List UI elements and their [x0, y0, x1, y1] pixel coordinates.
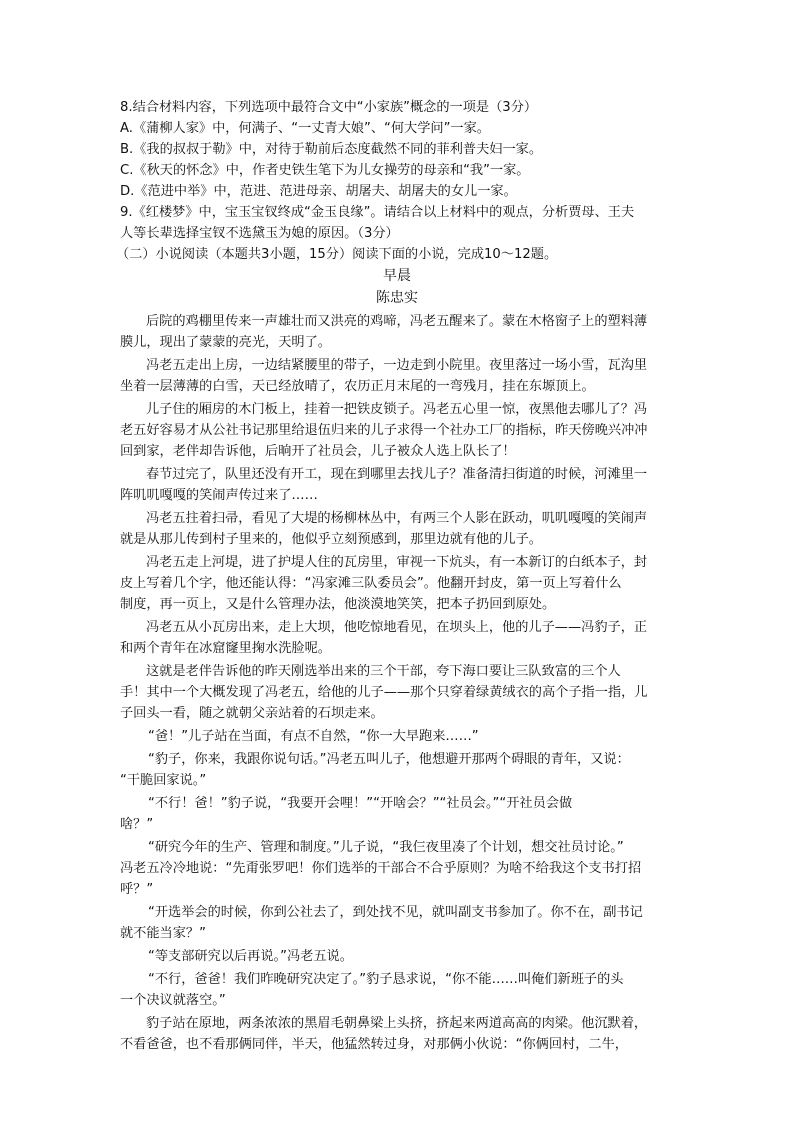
story-line: 冯老五走上河堤，进了护堤人住的瓦房里，审视一下炕头，有一本新订的白纸本子，封 [146, 555, 648, 570]
story-line: 一个决议就落空。” [120, 993, 226, 1008]
question-8-option-a: A.《蒲柳人家》中，何满子、“一丈青大娘”、“何大学问”一家。 [120, 121, 490, 136]
story-line: 老五好容易才从公社书记那里给退伍归来的儿子求得一个社办工厂的指标，昨天傍晚兴冲冲 [120, 423, 648, 438]
story-line: 这就是老伴告诉他的昨天刚选举出来的三个干部，夸下海口要让三队致富的三个人 [146, 664, 621, 679]
story-line: “干脆回家说。” [120, 773, 207, 788]
story-line: “不行，爸爸！我们昨晚研究决定了。”豹子恳求说，“你不能……叫俺们新班子的头 [148, 972, 624, 987]
story-line: 冯老五从小瓦房出来，走上大坝，他吃惊地看见，在坝头上，他的儿子——冯豹子，正 [146, 620, 648, 635]
story-line: 坐着一层薄薄的白雪，天已经放晴了，农历正月末尾的一弯残月，挂在东塬顶上。 [120, 379, 595, 394]
story-line: “等支部研究以后再说。”冯老五说。 [148, 949, 353, 964]
question-8-option-b: B.《我的叔叔于勒》中，对待于勒前后态度截然不同的菲利普夫妇一家。 [120, 142, 543, 157]
story-line: 后院的鸡棚里传来一声雄壮而又洪亮的鸡啼，冯老五醒来了。蒙在木格窗子上的塑料薄 [146, 314, 648, 329]
story-line: 就是从那儿传到村子里来的，他似乎立刻预感到，那里边就有他的儿子。 [120, 532, 542, 547]
question-8-option-c: C.《秋天的怀念》中，作者史铁生笔下为儿女操劳的母亲和“我”一家。 [120, 163, 530, 178]
story-line: 不看爸爸，也不看那俩同伴，半天，他猛然转过身，对那俩小伙说：“你俩回村，二牛， [120, 1037, 628, 1052]
story-line: 豹子站在原地，两条浓浓的黑眉毛朝鼻梁上头挤，挤起来两道高高的肉梁。他沉默着， [146, 1016, 648, 1031]
story-line: 回到家，老伴却告诉他，后晌开了社员会，儿子被众人选上队长了！ [120, 444, 516, 459]
story-line: 子回头一看，随之就朝父亲站着的石坝走来。 [120, 706, 384, 721]
story-author: 陈忠实 [376, 290, 418, 306]
story-line: “研究今年的生产、管理和制度。”儿子说，“我仨夜里凑了个计划，想交社员讨论。” [148, 840, 624, 855]
story-line: 儿子住的厢房的木门板上，挂着一把铁皮锁子。冯老五心里一惊，夜黑他去哪儿了？冯 [146, 402, 648, 417]
story-line: 啥？” [120, 817, 154, 832]
story-line: “爸！”儿子站在当面，有点不自然，“你一大早跑来……” [148, 729, 479, 744]
story-line: 呼？” [120, 882, 154, 897]
story-line: 和两个青年在冰窟窿里掬水洗脸呢。 [120, 641, 331, 656]
story-line: 春节过完了，队里还没有开工，现在到哪里去找儿子？准备清扫街道的时候，河滩里一 [146, 467, 648, 482]
question-8-option-d: D.《范进中举》中，范进、范进母亲、胡屠夫、胡屠夫的女儿一家。 [120, 184, 517, 199]
story-line: 冯老五走出上房，一边结紧腰里的带子，一边走到小院里。夜里落过一场小雪，瓦沟里 [146, 358, 648, 373]
question-9-line-2: 人等长辈选择宝钗不选黛玉为媳的原因。（3分） [120, 226, 399, 241]
story-line: 皮上写着几个字，他还能认得：“冯家滩三队委员会”。他翻开封皮，第一页上写着什么 [120, 576, 622, 591]
story-line: 冯老五拄着扫帚，看见了大堤的杨柳林丛中，有两三个人影在跃动，叽叽嘎嘎的笑闹声 [146, 511, 648, 526]
story-line: 膜儿，现出了蒙蒙的亮光，天明了。 [120, 335, 331, 350]
story-line: 就不能当家？” [120, 926, 206, 941]
story-line: 手！其中一个大概发现了冯老五，给他的儿子——那个只穿着绿黄绒衣的高个子指一指，儿 [120, 685, 648, 700]
story-line: “豹子，你来，我跟你说句话。”冯老五叫儿子，他想避开那两个碍眼的青年，又说： [148, 752, 630, 767]
section-heading: （二）小说阅读（本题共3小题，15分）阅读下面的小说，完成10～12题。 [116, 247, 558, 262]
story-title: 早晨 [383, 268, 411, 284]
story-line: 制度，再一页上，又是什么管理办法，他淡漠地笑笑，把本子扔回到原处。 [120, 597, 556, 612]
question-8-stem: 8.结合材料内容，下列选项中最符合文中“小家族”概念的一项是（3分） [120, 100, 538, 115]
story-line: 阵叽叽嘎嘎的笑闹声传过来了…… [120, 488, 318, 503]
question-9-line-1: 9.《红楼梦》中，宝玉宝钗终成“金玉良缘”。请结合以上材料中的观点，分析贾母、王夫 [120, 205, 635, 220]
story-line: “开选举会的时候，你到公社去了，到处找不见，就叫副支书参加了。你不在，副书记 [148, 905, 643, 920]
story-line: 冯老五冷冷地说：“先甭张罗吧！你们选举的干部合不合乎原则？为啥不给我这个支书打招 [120, 861, 642, 876]
story-line: “不行！爸！”豹子说，“我要开会哩！”“开啥会？”“社员会。”“开社员会做 [148, 796, 573, 811]
